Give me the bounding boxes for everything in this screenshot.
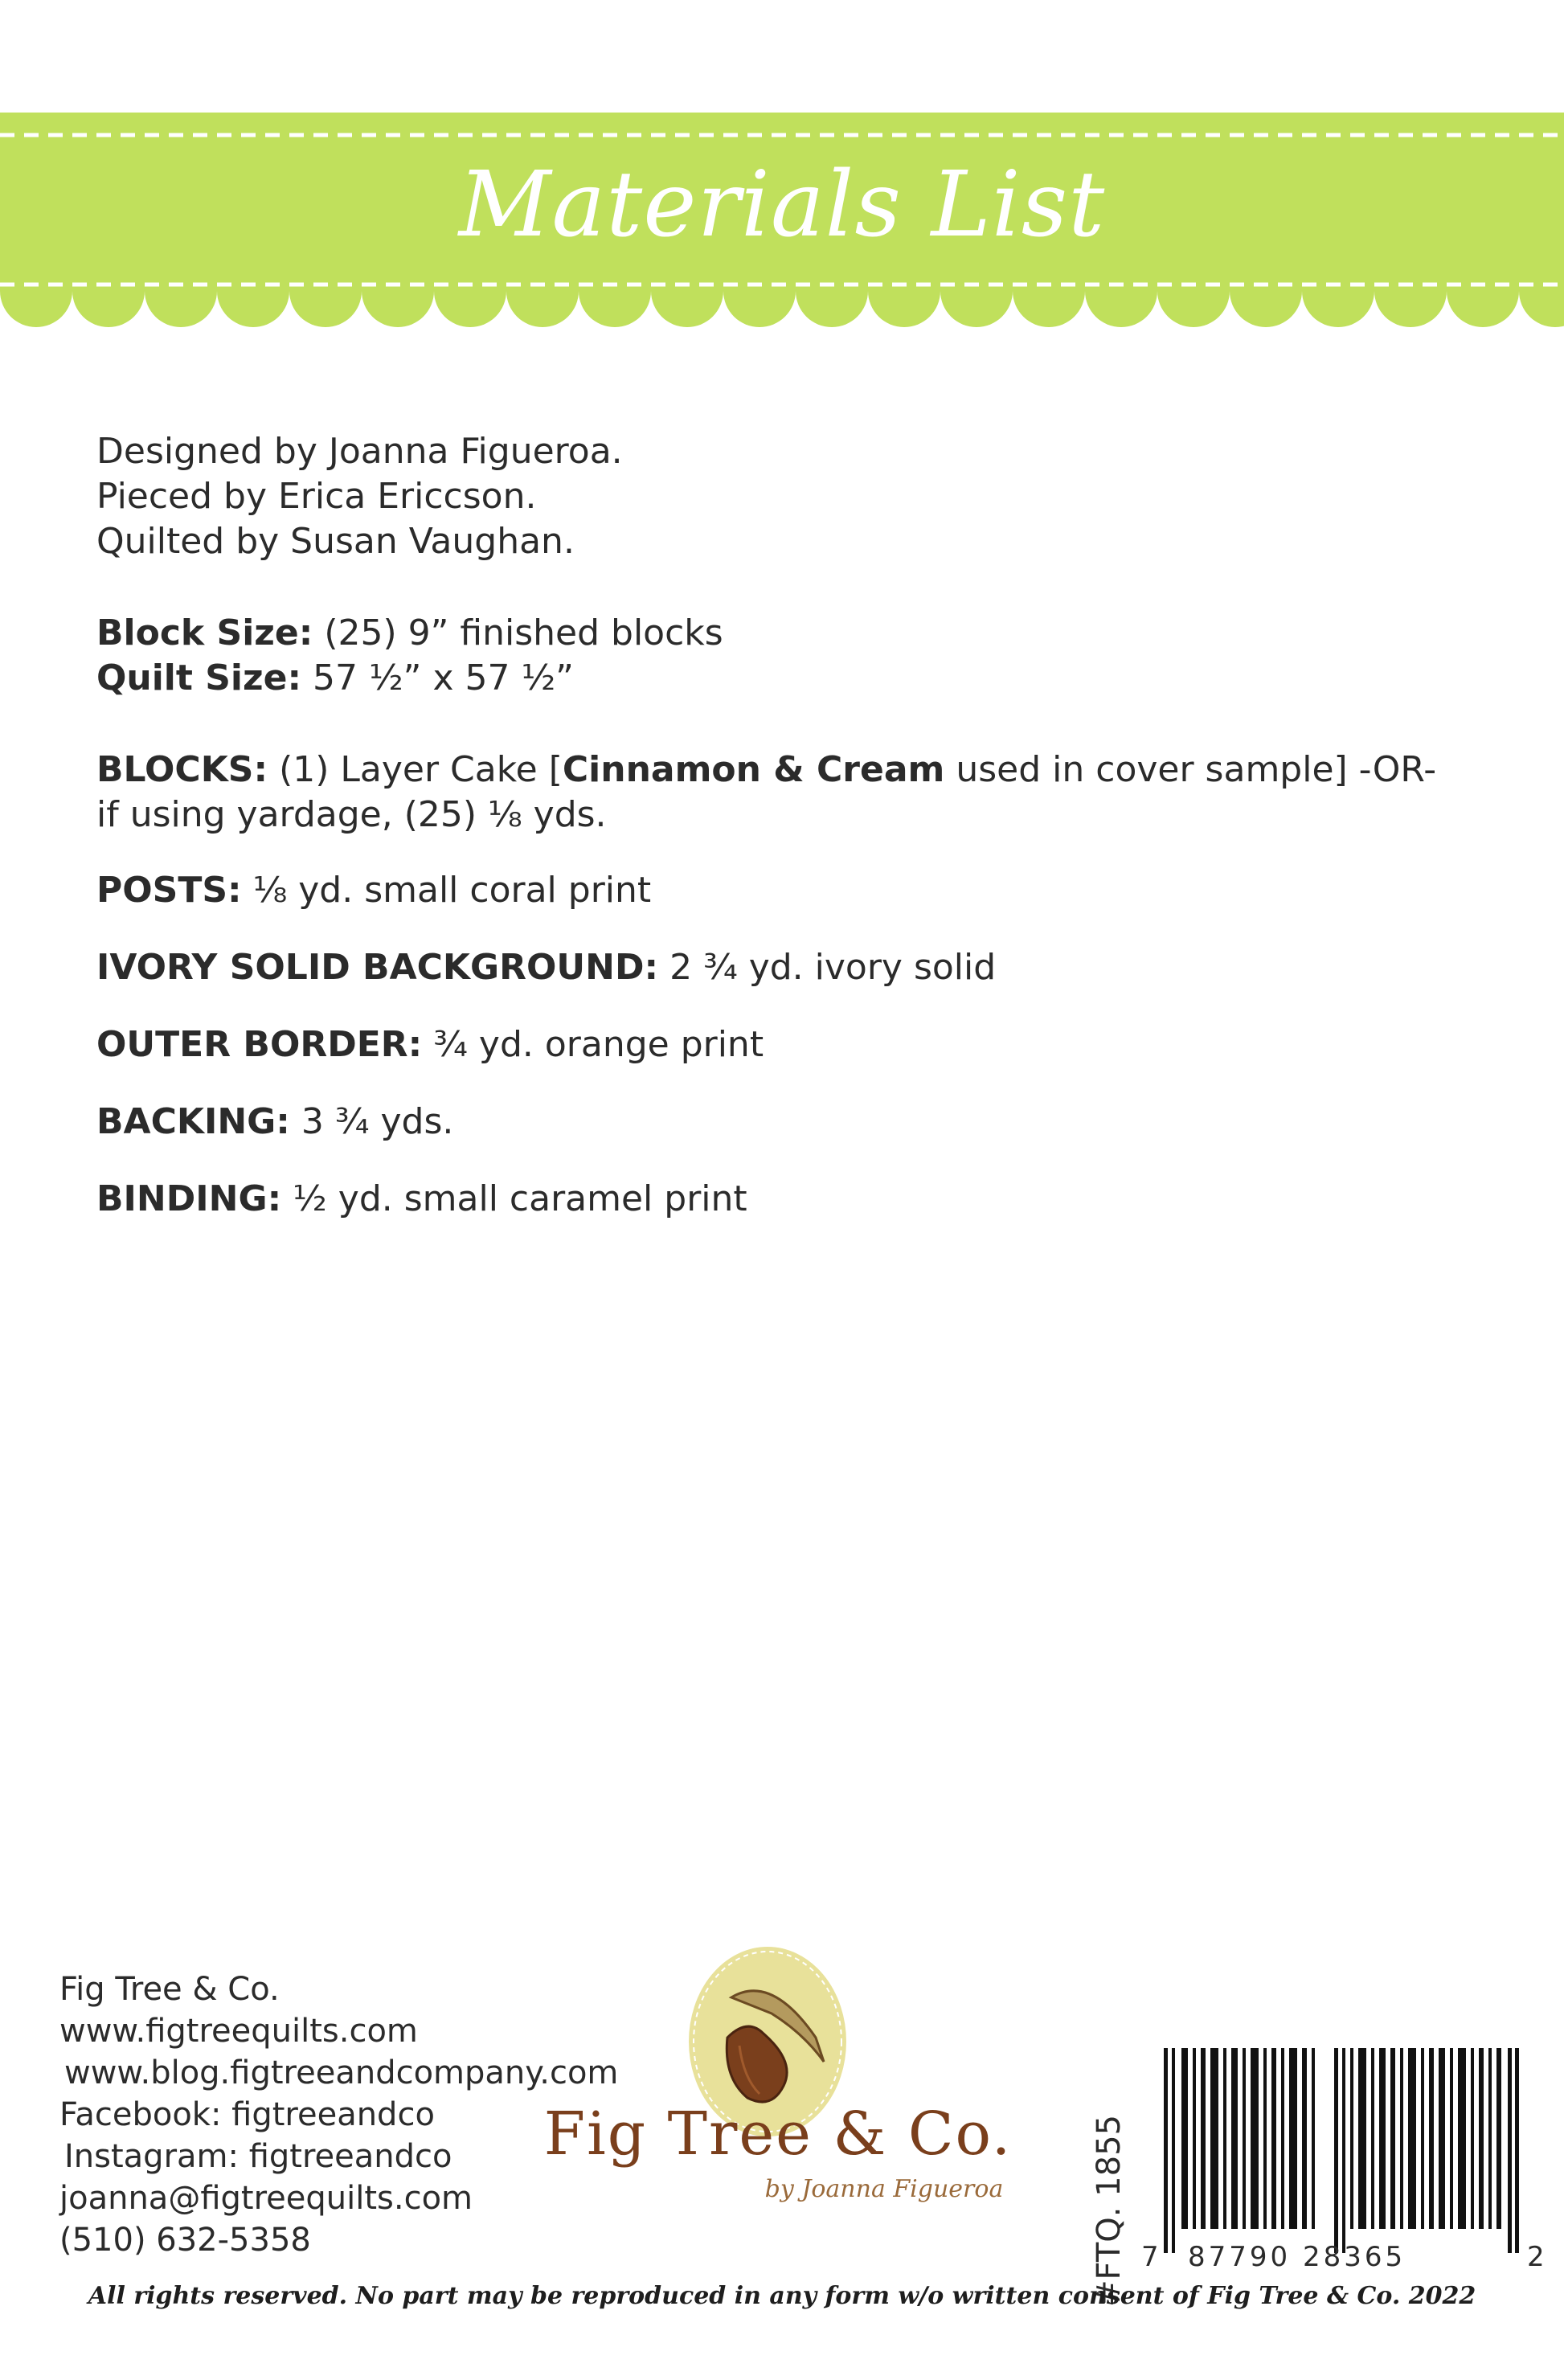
blocks-line-2: if using yardage, (25) ⅛ yds. xyxy=(96,794,607,835)
credit-piecer: Pieced by Erica Ericcson. xyxy=(96,476,537,517)
copyright-notice: All rights reserved. No part may be reproduced in any form w/o written consent of Fig Tree & Co. 2022 xyxy=(88,2282,1476,2310)
outer-border-line xyxy=(96,1022,764,1067)
backing-line xyxy=(96,1100,453,1145)
outer-border-label: OUTER BORDER: xyxy=(96,1024,423,1065)
quilt-size-value: 57 ½” x 57 ½” xyxy=(301,657,574,698)
contact-company: Fig Tree & Co. xyxy=(59,1971,280,2008)
logo-byline: by Joanna Figueroa xyxy=(764,2175,1004,2203)
blocks-post: used in cover sample] -OR- xyxy=(944,749,1437,790)
block-size-value: (25) 9” finished blocks xyxy=(313,612,723,653)
posts-value: ⅛ yd. small coral print xyxy=(241,870,652,911)
sku-label: #FTQ. 1855 xyxy=(1091,2115,1128,2307)
barcode-digit-right: 2 xyxy=(1527,2241,1545,2273)
contact-website-link[interactable]: www.figtreequilts.com xyxy=(59,2013,418,2050)
barcode-digits: 87790 28365 xyxy=(1188,2241,1406,2273)
ivory-background-label: IVORY SOLID BACKGROUND: xyxy=(96,947,659,988)
backing-value: 3 ¾ yds. xyxy=(289,1101,454,1142)
outer-border-value: ¾ yd. orange print xyxy=(422,1024,764,1065)
backing-label: BACKING: xyxy=(96,1101,290,1142)
contact-email-link[interactable]: joanna@figtreequilts.com xyxy=(59,2180,473,2217)
contact-blog-link[interactable]: www.blog.figtreeandcompany.com xyxy=(64,2054,619,2091)
ivory-background-value: 2 ¾ yd. ivory solid xyxy=(658,947,997,988)
binding-line xyxy=(96,1177,747,1222)
barcode-graphic xyxy=(1164,2048,1519,2253)
blocks-label: BLOCKS: xyxy=(96,749,268,790)
binding-label: BINDING: xyxy=(96,1178,282,1219)
page-title: Materials List xyxy=(458,153,1106,257)
posts-line xyxy=(96,868,651,913)
quilt-size-line xyxy=(96,656,574,701)
posts-label: POSTS: xyxy=(96,870,242,911)
credit-designer: Designed by Joanna Figueroa. xyxy=(96,431,623,472)
blocks-pre: (1) Layer Cake [ xyxy=(268,749,563,790)
logo-wordmark: Fig Tree & Co. xyxy=(543,2099,1013,2169)
barcode-digit-left: 7 xyxy=(1141,2241,1159,2273)
fabric-line-name: Cinnamon & Cream xyxy=(562,749,945,790)
blocks-line xyxy=(96,748,1436,793)
contact-facebook: Facebook: figtreeandco xyxy=(59,2096,435,2133)
ivory-background-line xyxy=(96,945,996,990)
quilt-size-label: Quilt Size: xyxy=(96,657,302,698)
contact-phone: (510) 632-5358 xyxy=(59,2222,311,2259)
block-size-label: Block Size: xyxy=(96,612,313,653)
block-size-line xyxy=(96,611,723,656)
binding-value: ½ yd. small caramel print xyxy=(281,1178,747,1219)
contact-instagram: Instagram: figtreeandco xyxy=(64,2138,452,2175)
credit-quilter: Quilted by Susan Vaughan. xyxy=(96,521,575,562)
